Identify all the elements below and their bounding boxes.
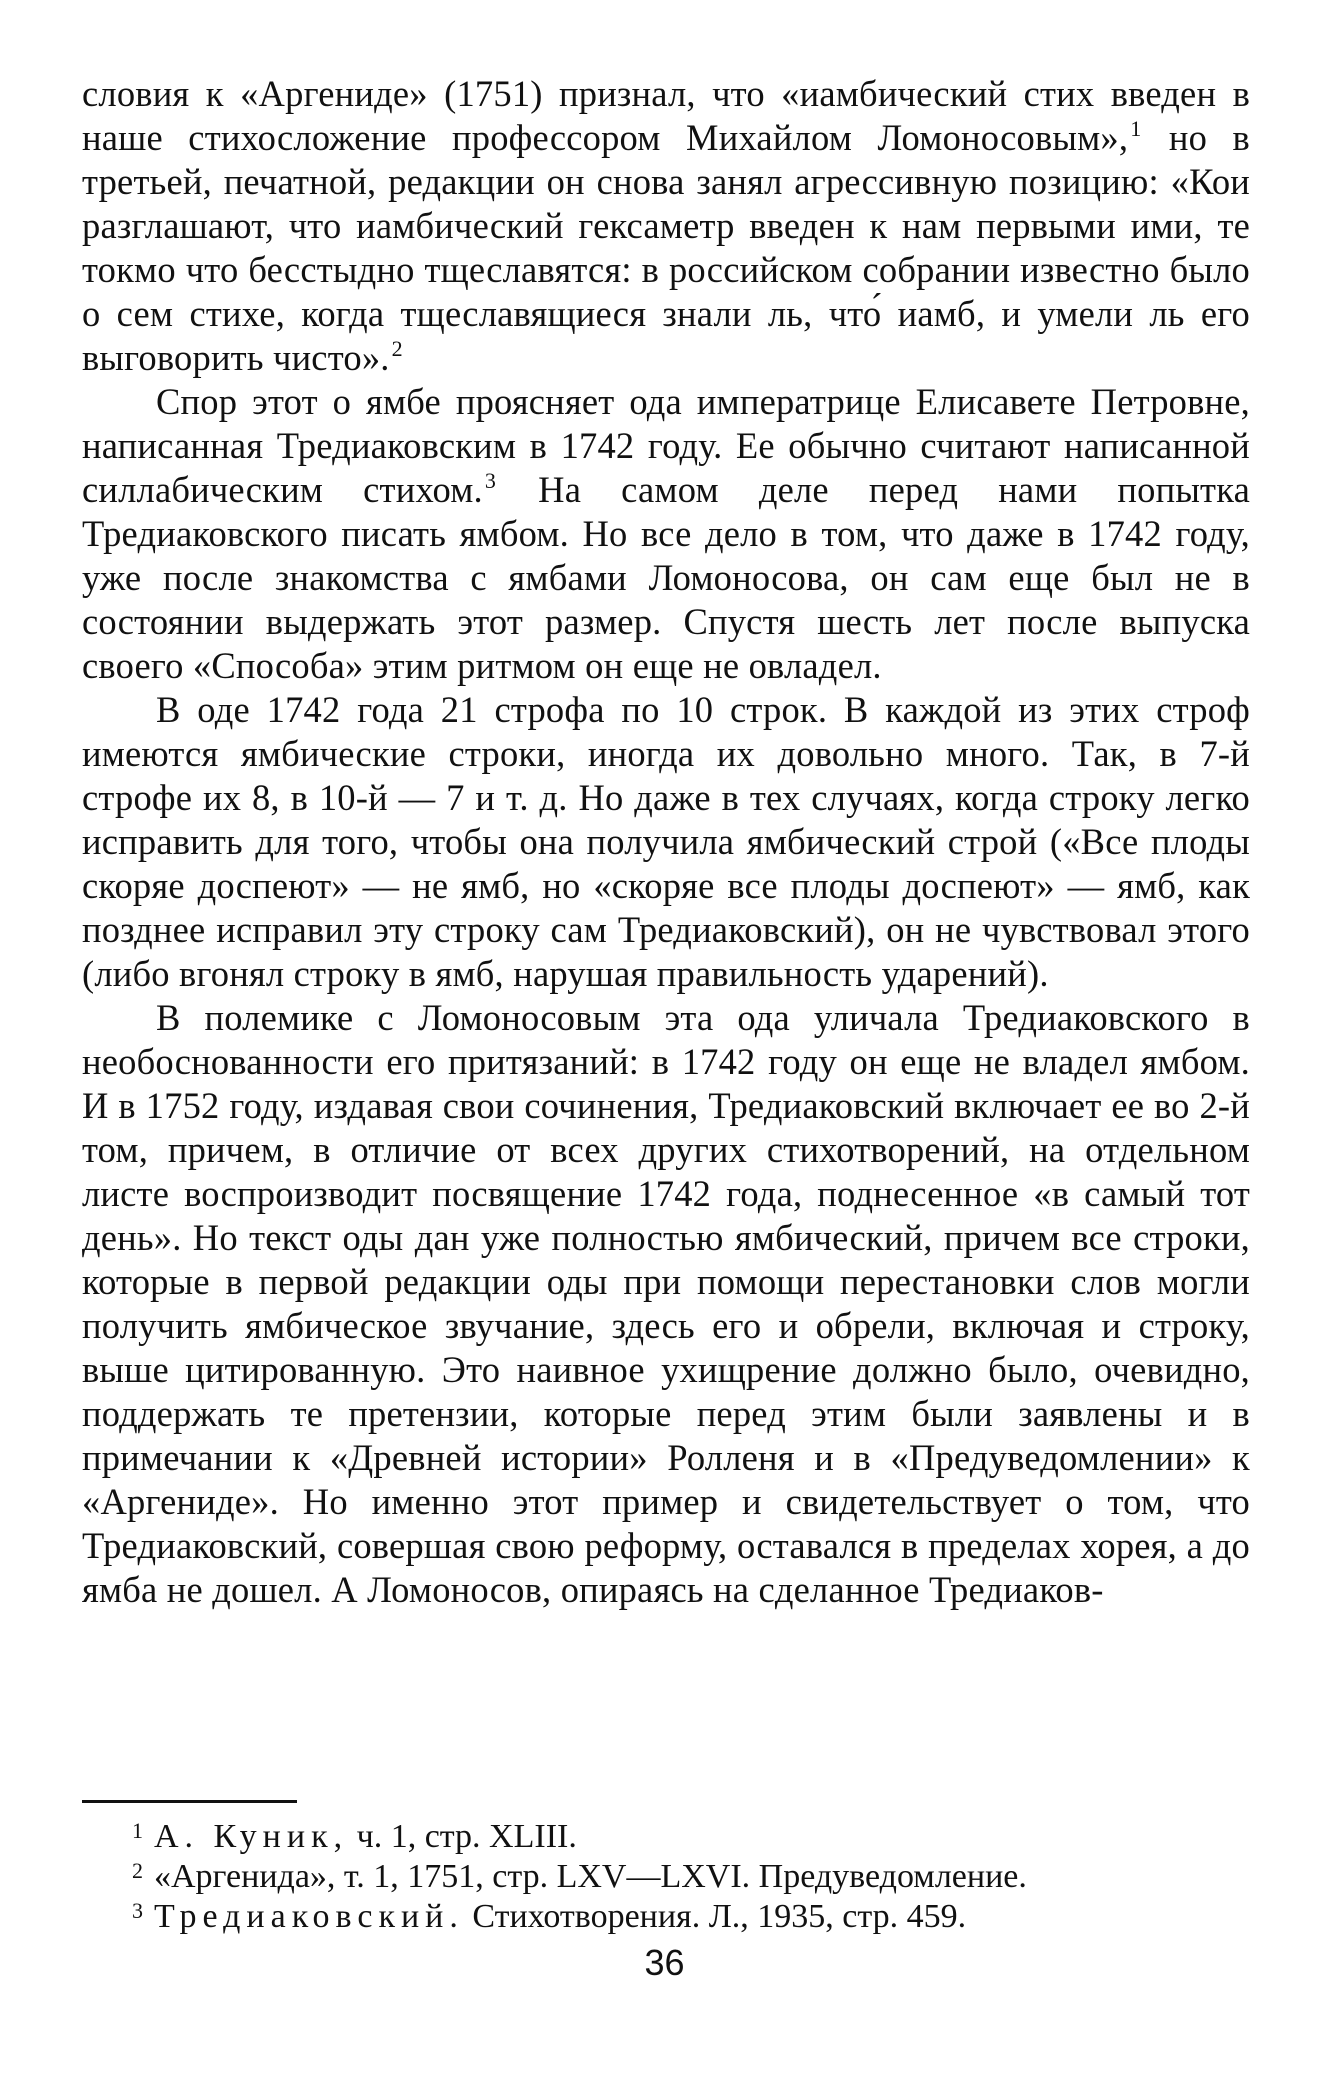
footnote-number: 1 [132, 1818, 143, 1843]
footnote-author: Тредиаковский. [154, 1898, 464, 1935]
footnote-text: «Аргенида», т. 1, 1751, стр. LXV—LXVI. Предуведомление. [154, 1858, 1027, 1895]
footnote-separator [82, 1800, 297, 1803]
footnote-ref-2: 2 [391, 336, 403, 361]
paragraph-1: словия к «Аргениде» (1751) признал, что «иамбический стих введен в наше стихосложение профессором Михайлом Ломоносовым»,$^1$ но в третьей, печатной, редакции он снова занял агрессивную позицию: «Кои разглашают, что иамбический гексаметр введен к нам первыми ими, те токмо что бесстыдно тщеславятся: в российском собрании известно было о сем стихе, когда тщеславящиеся знали ль, что́ иамб, и умели ль его выговорить чисто».$^2$ [82, 73, 1250, 378]
footnotes [132, 1817, 1254, 1937]
footnote-3 [132, 1897, 1254, 1937]
footnote-number: 2 [132, 1858, 143, 1883]
paragraph-4: В полемике с Ломоносовым эта ода уличала Тредиаковского в необоснованности его притязаний: в 1742 году он еще не владел ямбом. И в 1752 году, издавая свои сочинения, Тредиаковский включает ее во 2-й том, причем, в отличие от всех других стихотворений, на отдельном листе воспроизводит посвящение 1742 года, поднесенное «в самый тот день». Но текст оды дан уже полностью ямбический, причем все строки, которые в первой редакции оды при помощи перестановки слов могли получить ямбическое звучание, здесь его и обрели, включая и строку, выше цитированную. Это наивное ухищрение должно было, очевидно, поддержать те претензии, которые перед этим были заявлены и в примечании к «Древней истории» Ролленя и в «Предуведомлении» к «Аргениде». Но именно этот пример и свидетельствует о том, что Тредиаковский, совершая свою реформу, оставался в пределах хорея, а до ямба не дошел. А Ломоносов, опираясь на сделанное Тредиаков- [82, 997, 1250, 1610]
footnote-text: ч. 1, стр. XLIII. [348, 1818, 577, 1855]
paragraph-2: Спор этот о ямбе проясняет ода императрице Елисавете Петровне, написанная Тредиаковским в 1742 году. Ее обычно считают написанной силлабическим стихом.$^3$ На самом деле перед нами попытка Тредиаковского писать ямбом. Но все дело в том, что даже в 1742 году, уже после знакомства с ямбами Ломоносова, он сам еще был не в состоянии выдержать этот размер. Спустя шесть лет после выпуска своего «Способа» этим ритмом он еще не овладел. [82, 381, 1250, 686]
footnote-2 [132, 1857, 1254, 1897]
footnote-ref-3: 3 [484, 468, 497, 493]
footnote-number: 3 [132, 1898, 143, 1923]
footnote-text: Стихотворения. Л., 1935, стр. 459. [463, 1898, 967, 1935]
footnote-ref-1: 1 [1130, 116, 1142, 141]
main-text [82, 72, 1250, 1612]
page-number: 36 [644, 1942, 685, 1983]
paragraph-3: В оде 1742 года 21 строфа по 10 строк. В каждой из этих строф имеются ямбические строки, иногда их довольно много. Так, в 7-й строфе их 8, в 10-й — 7 и т. д. Но даже в тех случаях, когда строку легко исправить для того, чтобы она получила ямбический строй («Все плоды скоряе доспеют» — не ямб, но «скоряе все плоды доспеют» — ямб, как позднее исправил эту строку сам Тредиаковский), он не чувствовал этого (либо вгонял строку в ямб, нарушая правильность ударений). [82, 689, 1250, 994]
footnote-author: А. Куник, [154, 1818, 349, 1855]
footnote-1 [132, 1817, 1254, 1857]
